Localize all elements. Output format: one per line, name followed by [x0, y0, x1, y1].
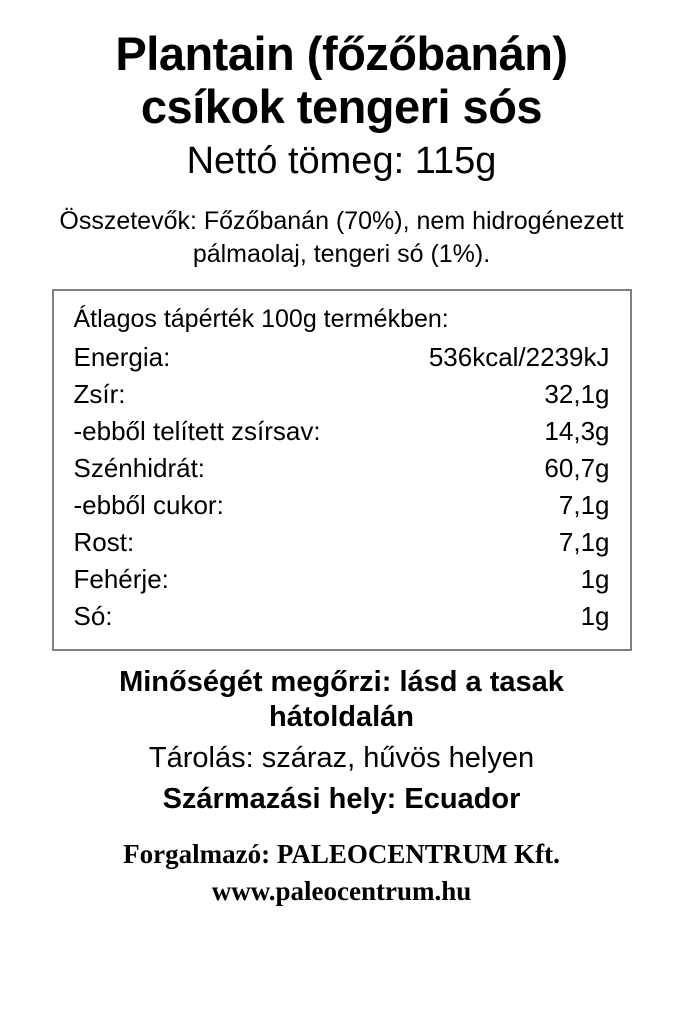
- nutrition-value: 60,7g: [544, 452, 610, 483]
- nutrition-value: 7,1g: [558, 489, 610, 520]
- distributor: Forgalmazó: PALEOCENTRUM Kft.: [123, 838, 560, 869]
- table-row: [74, 598, 610, 635]
- nutrition-label: Só:: [73, 600, 113, 631]
- footer-block: [28, 665, 655, 908]
- table-row: [74, 376, 610, 413]
- nutrition-heading: Átlagos tápérték 100g termékben:: [73, 304, 449, 333]
- nutrition-value: 7,1g: [558, 526, 610, 557]
- product-name-line-2: csíkok tengeri sós: [140, 79, 543, 133]
- net-weight: Nettó tömeg: 115g: [186, 140, 497, 183]
- nutrition-value: 536kcal/2239kJ: [428, 341, 610, 372]
- nutrition-value: 1g: [580, 600, 610, 631]
- nutrition-label: -ebből cukor:: [73, 489, 224, 520]
- ingredients-text: Összetevők: Főzőbanán (70%), nem hidrogénezett pálmaolaj, tengeri só (1%).: [59, 206, 624, 268]
- nutrition-label: Rost:: [73, 526, 135, 557]
- table-row: [74, 413, 610, 450]
- best-before-line-2: hátoldalán: [268, 701, 414, 734]
- table-row: [74, 487, 610, 524]
- table-row: [74, 524, 610, 561]
- storage-instructions: Tárolás: száraz, hűvös helyen: [148, 741, 535, 774]
- nutrition-value: 14,3g: [544, 415, 610, 446]
- nutrition-label: Zsír:: [73, 378, 126, 409]
- table-row: [74, 339, 610, 376]
- website: www.paleocentrum.hu: [211, 875, 472, 906]
- table-row: [74, 450, 610, 487]
- title-block: [28, 28, 655, 185]
- nutrition-label: Fehérje:: [73, 563, 169, 594]
- nutrition-table: [74, 339, 610, 635]
- nutrition-label: Szénhidrát:: [73, 452, 206, 483]
- table-row: [74, 561, 610, 598]
- best-before-line-1: Minőségét megőrzi: lásd a tasak: [119, 665, 564, 698]
- nutrition-value: 32,1g: [544, 378, 610, 409]
- nutrition-table-box: [52, 289, 632, 651]
- country-of-origin: Származási hely: Ecuador: [162, 783, 521, 816]
- nutrition-value: 1g: [580, 563, 610, 594]
- product-name-line-1: Plantain (főzőbanán): [115, 27, 568, 80]
- nutrition-label: Energia:: [73, 341, 171, 372]
- nutrition-label: -ebből telített zsírsav:: [73, 415, 321, 446]
